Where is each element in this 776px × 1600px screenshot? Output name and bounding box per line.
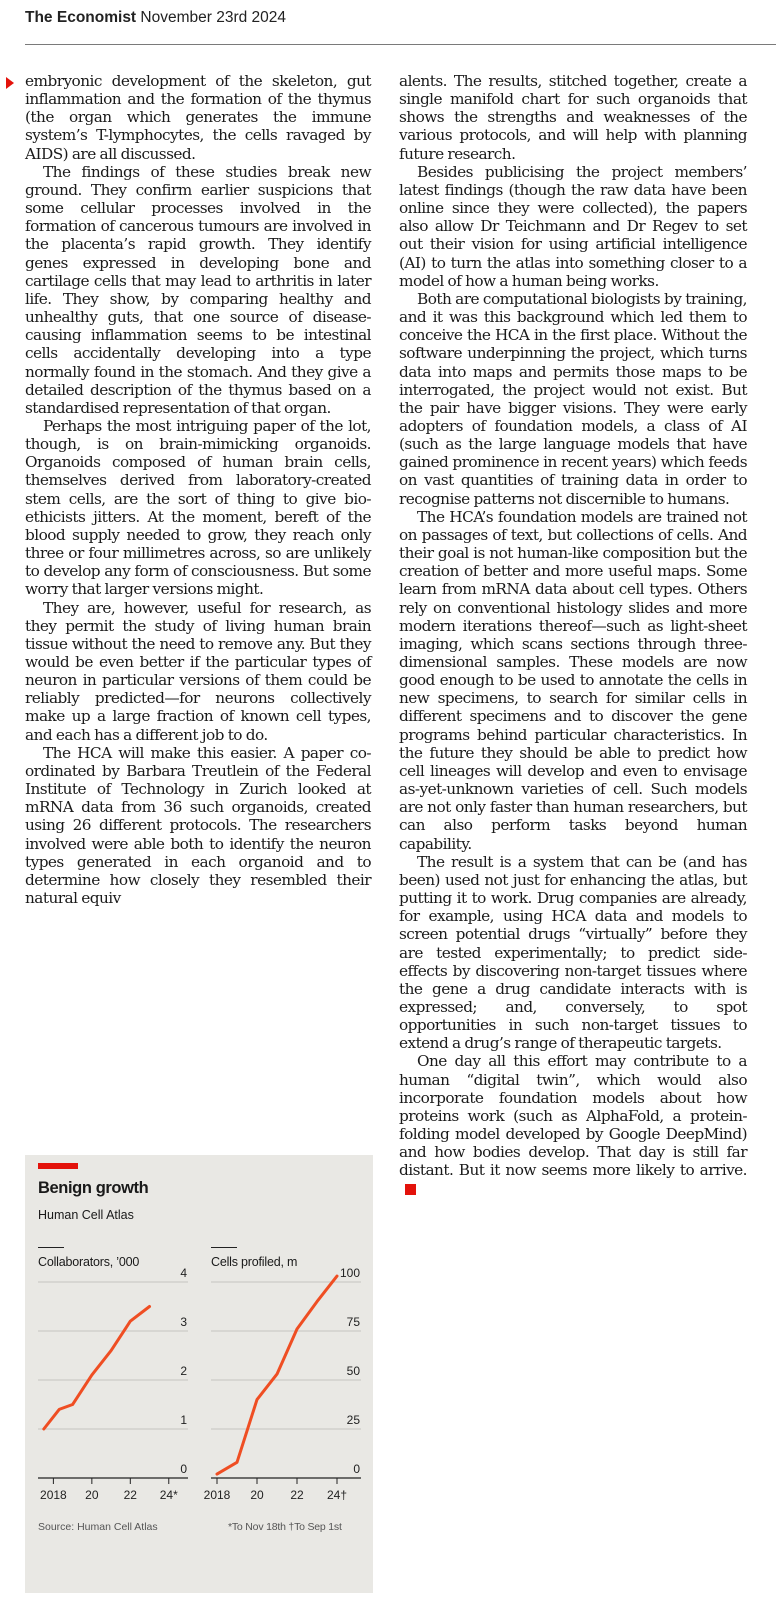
y-tick-label: 0	[353, 1462, 360, 1476]
issue-date: November 23rd 2024	[140, 9, 287, 26]
continuation-arrow-icon	[6, 77, 14, 89]
y-tick-label: 1	[180, 1413, 187, 1427]
x-tick-label: 24*	[159, 1488, 178, 1502]
chart-source: Source: Human Cell Atlas	[38, 1521, 158, 1533]
paragraph: alents. The results, stitched together, create a single manifold chart for such organoids that shows the strengths and weaknesses of the various protocols, and will help with planning future research.	[399, 72, 747, 163]
paragraph: Both are computational biologists by training, and it was this background which led them to conceive the HCA in the first place. Without the software underpinning the project, which turns data into maps and permits those maps to be interrogated, the project would not exist. But the pair have bigger visions. They were early adopters of foundation models, a class of AI (such as the large language models that have gained prominence in recent years) which feeds on vast quantities of training data in order to recognise patterns not discernible to humans.	[399, 289, 747, 508]
y-tick-label: 25	[346, 1413, 360, 1427]
paragraph-last	[399, 1052, 747, 1197]
paragraph: They are, however, useful for research, as they permit the study of living human brain tissue without the need to remove any. But they would be even better if the particular types of neuron in particular versions of them could be reliably predicted—for neurons collectively make up a large fraction of known cell types, and each has a different job to do.	[25, 598, 371, 744]
x-tick-label: 20	[250, 1488, 264, 1502]
y-tick-label: 0	[180, 1462, 187, 1476]
paragraph: The HCA’s foundation models are trained not on passages of text, but collections of cells. And their goal is not human-like composition but the creation of better and more useful maps. Some learn from mRNA data about cell types. Others rely on conventional histology slides and more modern iterations thereof—such as light-sheet imaging, which scans sections through three-dimensional samples. These models are now good enough to be used to annotate the cells in new specimens, to search for similar cells in different specimens and to discover the gene programs behind particular characteristics. In the future they should be able to predict how cell lineages will develop and even to envisage as-yet-unknown varieties of cell. Such models are not only faster than human researchers, but can also perform tasks beyond human capability.	[399, 507, 747, 853]
publication-name: The Economist	[25, 9, 137, 26]
end-mark-icon	[405, 1184, 416, 1195]
panel-title-cells: Cells profiled, m	[211, 1255, 298, 1269]
y-tick-label: 100	[339, 1266, 360, 1280]
x-tick-label: 2018	[40, 1488, 67, 1502]
chart-notes: *To Nov 18th †To Sep 1st	[228, 1521, 342, 1533]
x-tick-label: 22	[123, 1488, 137, 1502]
right-column	[399, 72, 747, 1198]
chart-box	[25, 1155, 373, 1593]
panel-title-collaborators: Collaborators, ’000	[38, 1255, 140, 1269]
y-tick-label: 2	[180, 1364, 187, 1378]
header-rule	[25, 44, 776, 45]
x-tick-label: 20	[85, 1488, 99, 1502]
x-tick-label: 2018	[203, 1488, 231, 1502]
y-tick-label: 75	[346, 1315, 360, 1329]
paragraph: The findings of these studies break new ground. They confirm earlier suspicions that some cellular processes involved in the formation of cancerous tumours are involved in the placenta’s rapid growth. They identify genes expressed in developing bone and cartilage cells that may lead to arthritis in later life. They show, by comparing healthy and unhealthy guts, that one source of disease-causing inflammation seems to be intestinal cells accidentally developing into a type normally found in the stomach. And they give a detailed description of the thymus based on a standardised representation of that organ.	[25, 162, 371, 417]
left-column	[25, 72, 371, 907]
paragraph: embryonic development of the skeleton, gut inflammation and the formation of the thymus (the organ which generates the immune system’s T-lymphocytes, the cells ravaged by AIDS) are all discussed.	[25, 72, 371, 163]
x-tick-label: 22	[290, 1488, 304, 1502]
cells-series-line	[217, 1276, 337, 1474]
chart-subtitle: Human Cell Atlas	[38, 1208, 134, 1222]
page-header	[25, 9, 286, 37]
paragraph: Perhaps the most intriguing paper of the lot, though, is on brain-mimicking organoids. Organoids composed of human brain cells, themselves derived from laboratory-created stem cells, are the sort of thing to give bio-ethicists jitters. At the moment, bereft of the blood supply needed to grow, they reach only three or four millimetres across, so are unlikely to develop any form of consciousness. But some worry that larger versions might.	[25, 416, 371, 599]
x-tick-label: 24†	[326, 1488, 348, 1502]
collaborators-series-line	[44, 1307, 150, 1430]
y-tick-label: 3	[180, 1315, 187, 1329]
paragraph: Besides publicising the project members’ latest findings (though the raw data have been online since they were collected), the papers also allow Dr Teichmann and Dr Regev to set out their vision for using artificial intelligence (AI) to turn the atlas into something closer to a model of how a human being works.	[399, 162, 747, 290]
paragraph-text: One day all this effort may contribute to a human “digital twin”, which would also incorporate foundation models about how proteins work (such as AlphaFold, a protein-folding model developed by Google DeepMind) and how bodies develop. That day is still far distant. But it now seems more likely to arrive.	[399, 1052, 747, 1180]
y-tick-label: 50	[346, 1364, 360, 1378]
y-tick-label: 4	[180, 1266, 187, 1280]
paragraph: The result is a system that can be (and has been) used not just for enhancing the atlas, but putting it to work. Drug companies are already, for example, using HCA data and models to screen potential drugs “virtually” before they are tested experimentally; to predict side-effects by discovering non-target tissues where the gene a drug candidate interacts with is expressed; and, conversely, to spot opportunities in such non-target tissues to extend a drug’s range of therapeutic targets.	[399, 852, 747, 1053]
paragraph: The HCA will make this easier. A paper co-ordinated by Barbara Treutlein of the Federal Institute of Technology in Zurich looked at mRNA data from 36 such organoids, created using 26 different protocols. The researchers involved were able both to identify the neuron types generated in each organoid and to determine how closely they resembled their natural equiv	[25, 743, 371, 908]
chart-title: Benign growth	[38, 1179, 149, 1197]
